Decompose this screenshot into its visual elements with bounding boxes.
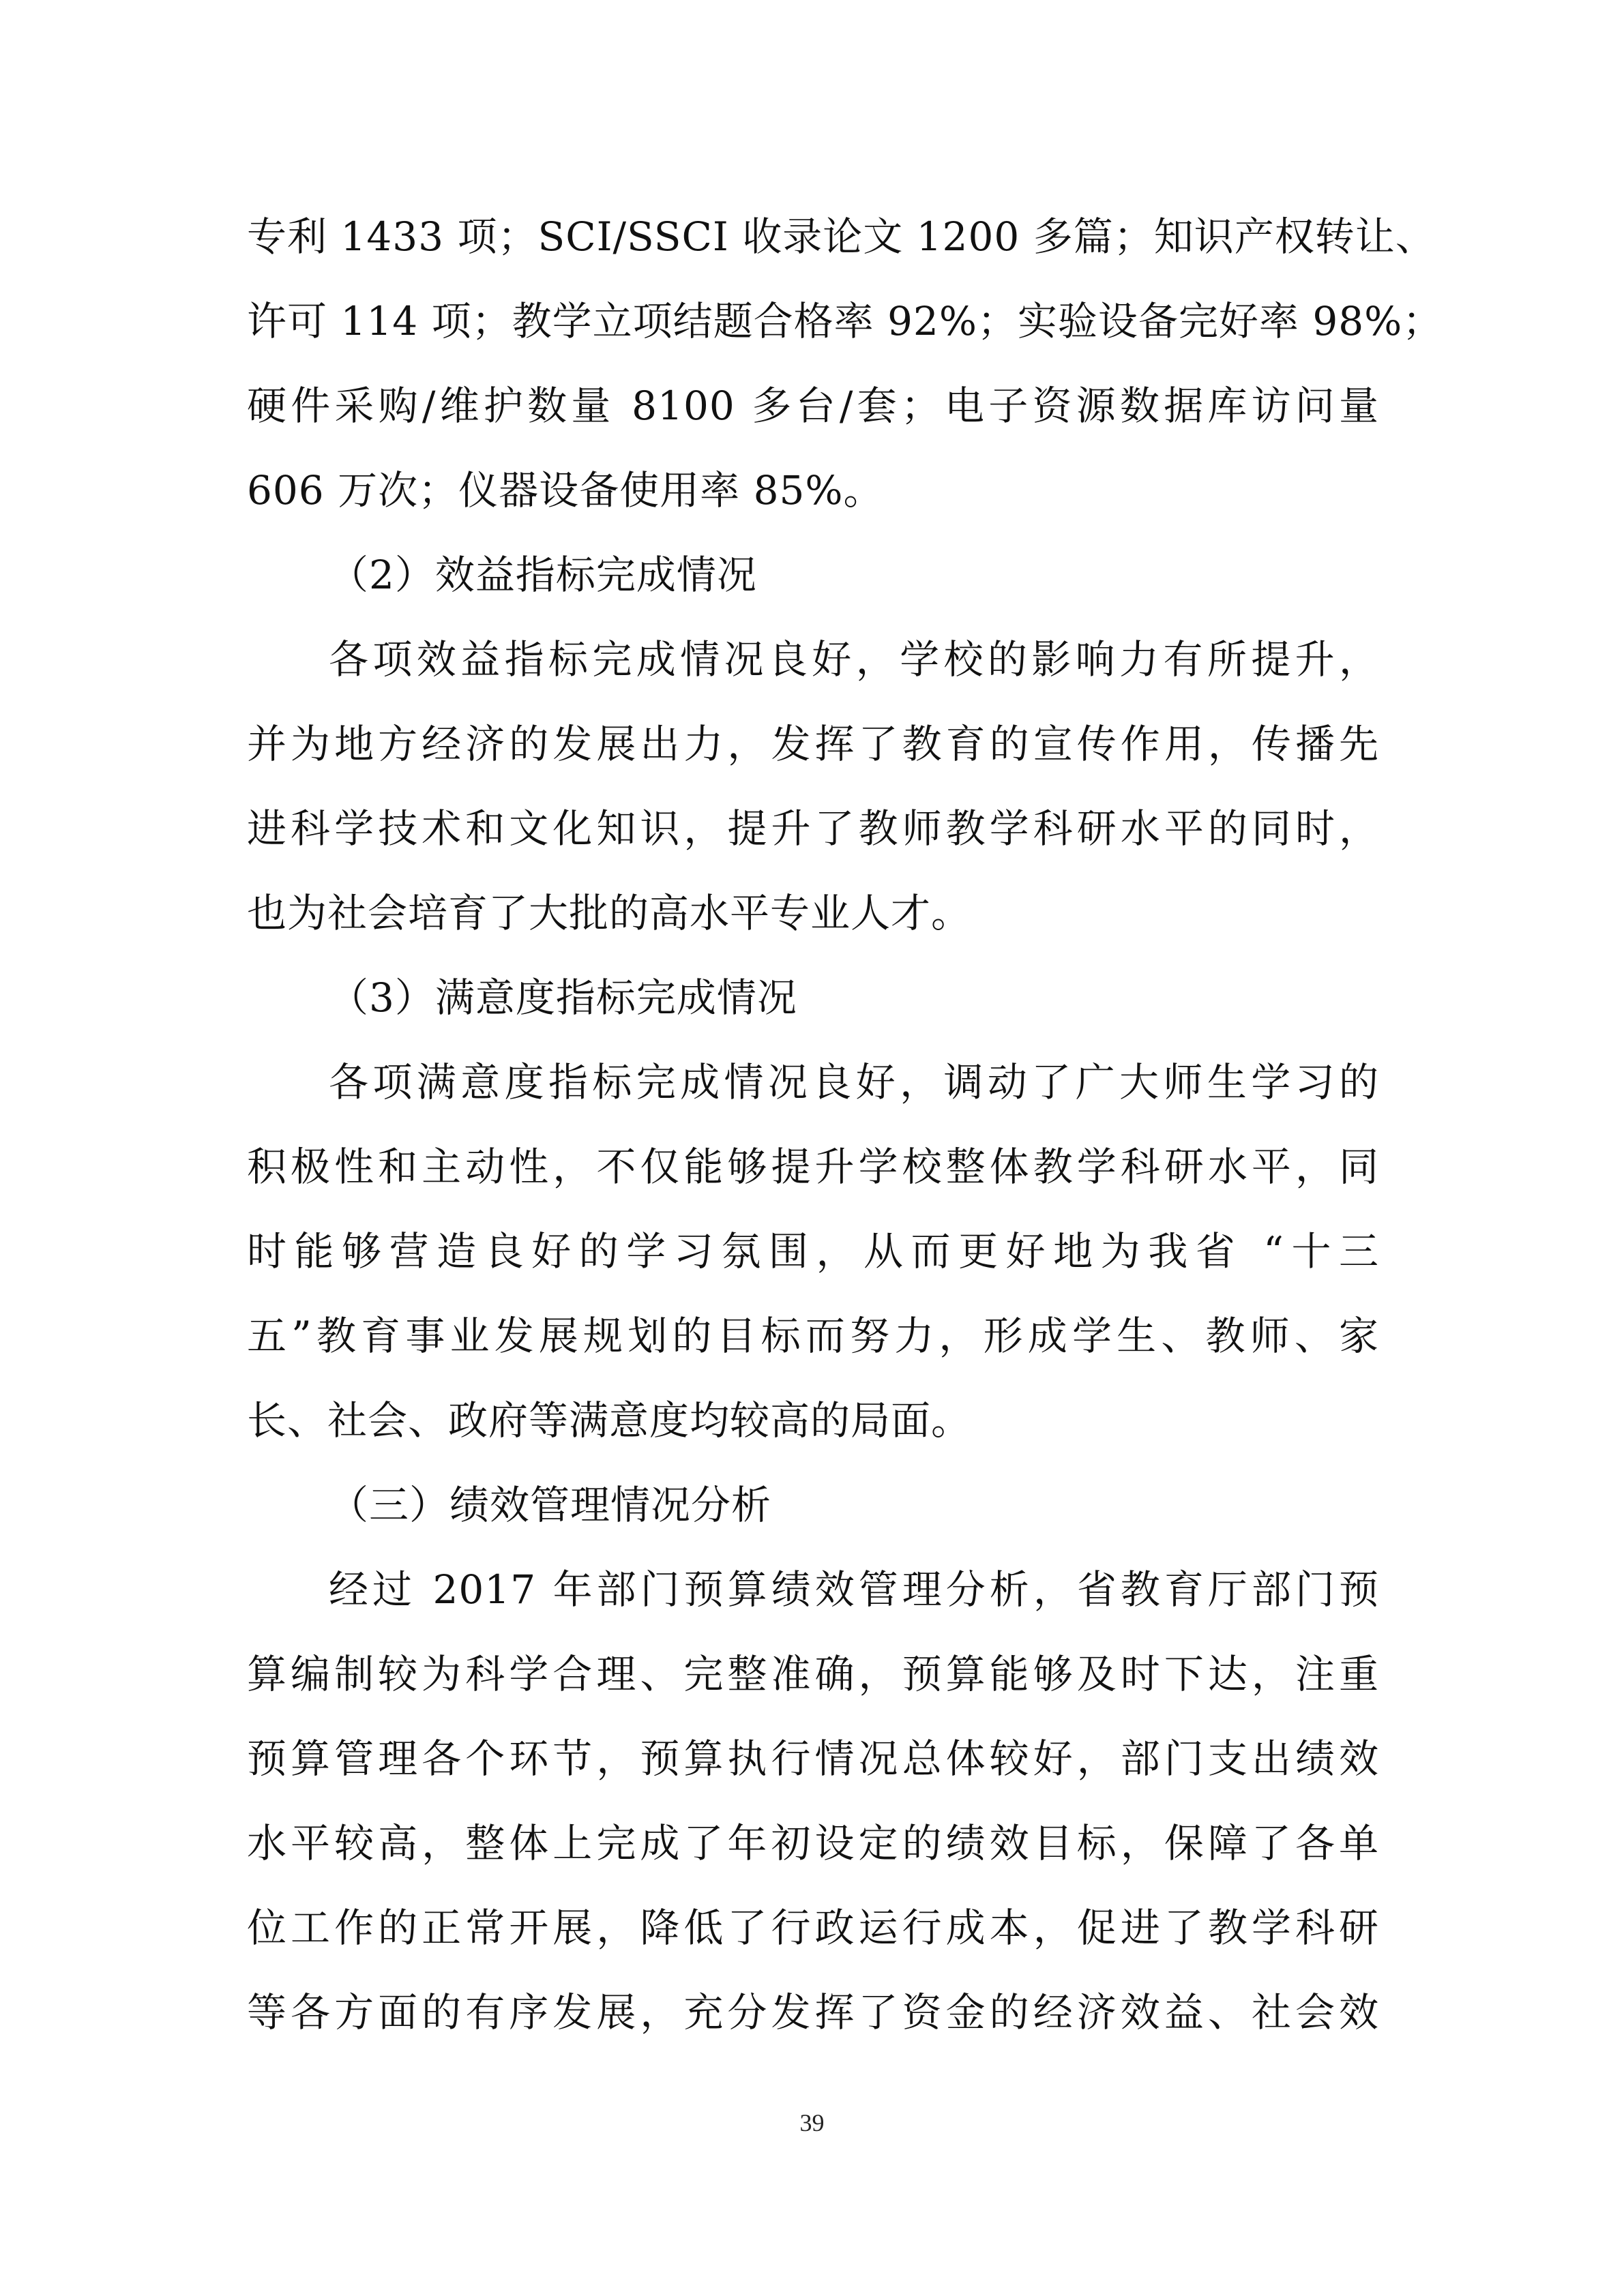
text-line-11: 各项满意度指标完成情况良好，调动了广大师生学习的	[329, 1059, 1379, 1105]
text-line-9: 也为社会培育了大批的高水平专业人才。	[247, 890, 972, 936]
text-line-20: 水平较高，整体上完成了年初设定的绩效目标，保障了各单	[247, 1820, 1379, 1866]
text-line-12: 积极性和主动性，不仅能够提升学校整体教学科研水平，同	[247, 1144, 1379, 1190]
text-line-4: 606 万次；仪器设备使用率 85%。	[247, 467, 884, 513]
text-line-14: 五”教育事业发展规划的目标而努力，形成学生、教师、家	[247, 1313, 1379, 1359]
text-line-22: 等各方面的有序发展，充分发挥了资金的经济效益、社会效	[247, 1989, 1379, 2036]
text-line-6: 各项效益指标完成情况良好，学校的影响力有所提升，	[329, 636, 1379, 683]
text-line-13: 时能够营造良好的学习氛围，从而更好地为我省 “十三	[247, 1228, 1379, 1274]
text-line-21: 位工作的正常开展，降低了行政运行成本，促进了教学科研	[247, 1905, 1379, 1951]
text-line-19: 预算管理各个环节，预算执行情况总体较好，部门支出绩效	[247, 1735, 1379, 1782]
subheading-benefit: （2）效益指标完成情况	[329, 552, 757, 598]
subheading-satisfaction: （3）满意度指标完成情况	[329, 974, 797, 1021]
body-text	[247, 194, 1443, 2055]
text-line-15: 长、社会、政府等满意度均较高的局面。	[247, 1397, 972, 1444]
text-line-2: 许可 114 项；教学立项结题合格率 92%；实验设备完好率 98%；	[247, 298, 1443, 344]
text-line-8: 进科学技术和文化知识，提升了教师教学科研水平的同时，	[247, 805, 1379, 852]
page-number: 39	[799, 2109, 825, 2136]
text-line-7: 并为地方经济的发展出力，发挥了教育的宣传作用，传播先	[247, 721, 1379, 767]
text-line-1: 专利 1433 项；SCI/SSCI 收录论文 1200 多篇；知识产权转让、	[247, 213, 1436, 260]
text-line-3: 硬件采购/维护数量 8100 多台/套；电子资源数据库访问量	[247, 383, 1379, 429]
section-heading-performance: （三）绩效管理情况分析	[329, 1482, 772, 1528]
text-line-18: 算编制较为科学合理、完整准确，预算能够及时下达，注重	[247, 1651, 1379, 1697]
text-line-17: 经过 2017 年部门预算绩效管理分析，省教育厅部门预	[329, 1566, 1379, 1613]
